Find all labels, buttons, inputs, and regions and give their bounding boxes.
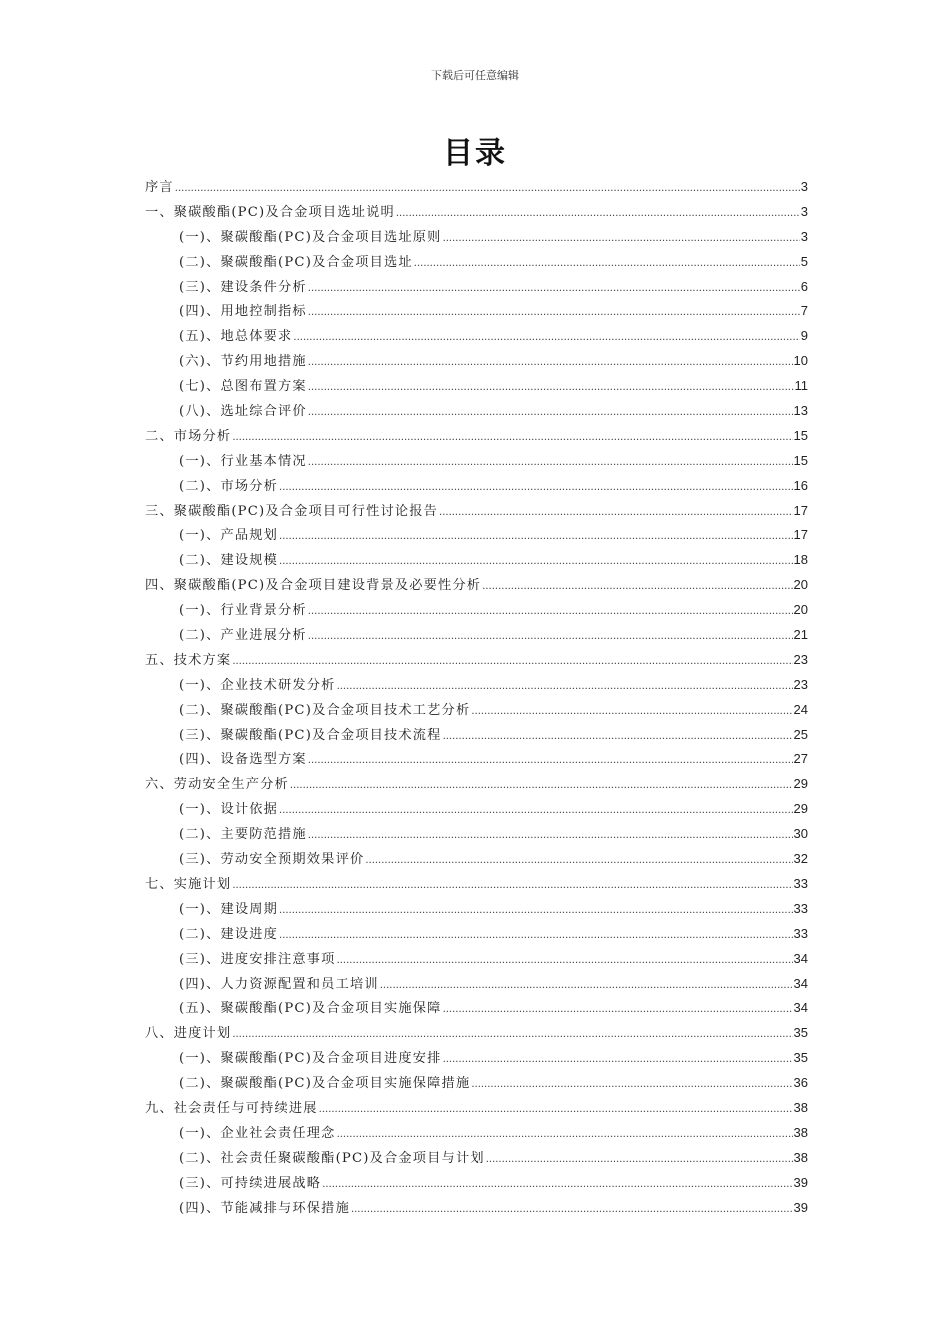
- dot-leader: [279, 898, 793, 922]
- toc-entry-label: (六)、节约用地措施: [179, 354, 307, 370]
- toc-subentry[interactable]: [145, 299, 808, 324]
- dot-leader: [175, 176, 800, 200]
- toc-page-number: 29: [793, 801, 808, 817]
- toc-entry-label: 二、市场分析: [145, 428, 232, 444]
- toc-entry-label: (一)、产品规划: [179, 528, 279, 544]
- toc-page-number: 21: [793, 627, 808, 643]
- toc-subentry[interactable]: [145, 897, 808, 922]
- toc-subentry[interactable]: [145, 399, 808, 424]
- toc-subentry[interactable]: [145, 797, 808, 822]
- toc-page-number: 33: [793, 900, 808, 916]
- toc-page-number: 33: [793, 925, 808, 941]
- toc-entry-label: (一)、建设周期: [179, 901, 279, 917]
- dot-leader: [380, 973, 793, 997]
- toc-entry-label: (二)、建设进度: [179, 926, 279, 942]
- toc-page-number: 23: [793, 676, 808, 692]
- dot-leader: [308, 748, 793, 772]
- toc-entry-label: (二)、社会责任聚碳酸酯(PC)及合金项目与计划: [179, 1150, 485, 1166]
- dot-leader: [443, 997, 793, 1021]
- dot-leader: [308, 450, 793, 474]
- toc-page-number: 38: [793, 1124, 808, 1140]
- page-title: 目录: [443, 136, 507, 171]
- toc-entry-label: (一)、企业社会责任理念: [179, 1125, 336, 1141]
- toc-page-number: 16: [793, 477, 808, 493]
- dot-leader: [308, 375, 794, 399]
- toc-subentry[interactable]: [145, 822, 808, 847]
- toc-page-number: 5: [800, 253, 808, 269]
- dot-leader: [232, 425, 792, 449]
- toc-page-number: 34: [793, 1000, 808, 1016]
- toc-subentry[interactable]: [145, 847, 808, 872]
- toc-page-number: 13: [793, 403, 808, 419]
- toc-entry-label: 四、聚碳酸酯(PC)及合金项目建设背景及必要性分析: [145, 578, 482, 594]
- toc-subentry[interactable]: [145, 324, 808, 349]
- dot-leader: [414, 251, 800, 275]
- toc-entry-label: 九、社会责任与可持续进展: [145, 1100, 318, 1116]
- toc-page-number: 3: [800, 179, 808, 194]
- toc-entry-label: (三)、进度安排注意事项: [179, 951, 336, 967]
- toc-entry-label: 五、技术方案: [145, 652, 232, 668]
- toc-subentry[interactable]: [145, 1071, 808, 1096]
- toc-entry-label: (四)、节能减排与环保措施: [179, 1200, 350, 1216]
- toc-entry[interactable]: [145, 648, 808, 673]
- toc-page-number: 20: [793, 602, 808, 618]
- toc-subentry[interactable]: [145, 1196, 808, 1221]
- toc-entry[interactable]: [145, 573, 808, 598]
- dot-leader: [443, 1047, 793, 1071]
- toc-entry-label: (四)、人力资源配置和员工培训: [179, 976, 379, 992]
- toc-entry-label: 序言: [145, 180, 174, 195]
- dot-leader: [471, 699, 792, 723]
- toc-subentry[interactable]: [145, 747, 808, 772]
- toc-entry-label: 八、进度计划: [145, 1026, 232, 1042]
- dot-leader: [232, 649, 792, 673]
- dot-leader: [337, 948, 793, 972]
- toc-subentry[interactable]: [145, 275, 808, 300]
- toc-page-number: 33: [793, 875, 808, 891]
- dot-leader: [351, 1197, 793, 1221]
- toc-entry[interactable]: [145, 1021, 808, 1046]
- dot-leader: [443, 226, 800, 250]
- dot-leader: [439, 500, 793, 524]
- toc-subentry[interactable]: [145, 548, 808, 573]
- dot-leader: [486, 1147, 793, 1171]
- dot-leader: [471, 1072, 792, 1096]
- toc-entry[interactable]: [145, 872, 808, 897]
- toc-entry-label: (三)、聚碳酸酯(PC)及合金项目技术流程: [179, 727, 442, 743]
- dot-leader: [279, 923, 793, 947]
- toc-page-number: 10: [793, 353, 808, 369]
- dot-leader: [365, 848, 792, 872]
- toc-entry-label: (二)、建设规模: [179, 553, 279, 569]
- toc-entry-label: (二)、主要防范措施: [179, 827, 307, 843]
- toc-entry[interactable]: [145, 424, 808, 449]
- toc-page-number: 25: [793, 726, 808, 742]
- dot-leader: [279, 524, 793, 548]
- dot-leader: [308, 300, 800, 324]
- toc-subentry[interactable]: [145, 673, 808, 698]
- dot-leader: [308, 276, 800, 300]
- table-of-contents: [145, 175, 808, 1220]
- toc-page-number: 30: [793, 826, 808, 842]
- dot-leader: [308, 599, 793, 623]
- toc-page-number: 35: [793, 1050, 808, 1066]
- toc-entry-label: (一)、聚碳酸酯(PC)及合金项目选址原则: [179, 229, 442, 245]
- toc-page-number: 17: [793, 502, 808, 518]
- dot-leader: [308, 350, 793, 374]
- toc-page-number: 18: [793, 552, 808, 568]
- toc-subentry[interactable]: [145, 225, 808, 250]
- toc-page-number: 38: [793, 1099, 808, 1115]
- dot-leader: [232, 1022, 792, 1046]
- dot-leader: [308, 823, 793, 847]
- toc-entry-label: (一)、行业背景分析: [179, 603, 307, 619]
- toc-page-number: 35: [793, 1025, 808, 1041]
- toc-entry[interactable]: [145, 200, 808, 225]
- toc-page-number: 23: [793, 651, 808, 667]
- toc-subentry[interactable]: [145, 723, 808, 748]
- toc-page-number: 17: [793, 527, 808, 543]
- toc-page-number: 20: [793, 577, 808, 593]
- dot-leader: [308, 400, 793, 424]
- toc-subentry[interactable]: [145, 1046, 808, 1071]
- toc-subentry[interactable]: [145, 598, 808, 623]
- dot-leader: [290, 773, 793, 797]
- toc-subentry[interactable]: [145, 972, 808, 997]
- toc-subentry[interactable]: [145, 374, 808, 399]
- toc-entry-label: (一)、聚碳酸酯(PC)及合金项目进度安排: [179, 1051, 442, 1067]
- toc-page-number: 29: [793, 776, 808, 792]
- toc-page-number: 39: [793, 1199, 808, 1215]
- toc-entry-label: (三)、可持续进展战略: [179, 1175, 322, 1191]
- toc-entry-label: (二)、聚碳酸酯(PC)及合金项目实施保障措施: [179, 1076, 471, 1092]
- dot-leader: [337, 674, 793, 698]
- toc-page-number: 3: [800, 203, 808, 219]
- dot-leader: [308, 624, 793, 648]
- toc-page-number: 11: [794, 378, 808, 394]
- toc-entry-label: (八)、选址综合评价: [179, 404, 307, 420]
- toc-page-number: 3: [800, 228, 808, 244]
- toc-entry-label: (四)、用地控制指标: [179, 304, 307, 320]
- dot-leader: [337, 1122, 793, 1146]
- toc-page-number: 34: [793, 950, 808, 966]
- toc-entry-label: 七、实施计划: [145, 876, 232, 892]
- toc-entry-label: (二)、市场分析: [179, 478, 279, 494]
- toc-entry[interactable]: [145, 175, 808, 200]
- toc-page-number: 15: [793, 452, 808, 468]
- dot-leader: [279, 475, 793, 499]
- header-note: 下载后可任意编辑: [431, 69, 519, 82]
- toc-page-number: 38: [793, 1149, 808, 1165]
- dot-leader: [293, 325, 799, 349]
- toc-subentry[interactable]: [145, 922, 808, 947]
- toc-entry-label: (四)、设备选型方案: [179, 752, 307, 768]
- toc-entry[interactable]: [145, 1096, 808, 1121]
- toc-entry-label: 六、劳动安全生产分析: [145, 777, 289, 793]
- toc-entry-label: (五)、地总体要求: [179, 329, 293, 345]
- toc-page-number: 15: [793, 427, 808, 443]
- dot-leader: [482, 574, 792, 598]
- toc-entry[interactable]: [145, 499, 808, 524]
- toc-entry-label: 三、聚碳酸酯(PC)及合金项目可行性讨论报告: [145, 503, 439, 519]
- dot-leader: [279, 549, 793, 573]
- toc-entry-label: (五)、聚碳酸酯(PC)及合金项目实施保障: [179, 1001, 442, 1017]
- toc-subentry[interactable]: [145, 1171, 808, 1196]
- toc-subentry[interactable]: [145, 996, 808, 1021]
- toc-entry-label: (七)、总图布置方案: [179, 379, 307, 395]
- toc-page-number: 7: [800, 303, 808, 319]
- dot-leader: [322, 1172, 792, 1196]
- dot-leader: [319, 1097, 793, 1121]
- toc-subentry[interactable]: [145, 449, 808, 474]
- toc-entry-label: (一)、企业技术研发分析: [179, 677, 336, 693]
- toc-entry-label: (一)、设计依据: [179, 802, 279, 818]
- dot-leader: [443, 724, 793, 748]
- toc-page-number: 36: [793, 1075, 808, 1091]
- toc-entry-label: (二)、聚碳酸酯(PC)及合金项目选址: [179, 254, 413, 270]
- toc-page-number: 27: [793, 751, 808, 767]
- toc-subentry[interactable]: [145, 698, 808, 723]
- dot-leader: [232, 873, 792, 897]
- toc-subentry[interactable]: [145, 250, 808, 275]
- toc-entry-label: (二)、产业进展分析: [179, 628, 307, 644]
- toc-entry[interactable]: [145, 772, 808, 797]
- toc-subentry[interactable]: [145, 474, 808, 499]
- toc-page-number: 9: [800, 328, 808, 344]
- toc-page-number: 39: [793, 1174, 808, 1190]
- toc-subentry[interactable]: [145, 1146, 808, 1171]
- toc-page-number: 24: [793, 701, 808, 717]
- toc-entry-label: (三)、建设条件分析: [179, 279, 307, 295]
- toc-page-number: 34: [793, 975, 808, 991]
- toc-subentry[interactable]: [145, 349, 808, 374]
- toc-entry-label: (三)、劳动安全预期效果评价: [179, 852, 365, 868]
- toc-page-number: 6: [800, 278, 808, 294]
- toc-subentry[interactable]: [145, 623, 808, 648]
- toc-subentry[interactable]: [145, 947, 808, 972]
- toc-page-number: 32: [793, 851, 808, 867]
- toc-subentry[interactable]: [145, 523, 808, 548]
- dot-leader: [396, 201, 800, 225]
- dot-leader: [279, 798, 793, 822]
- toc-entry-label: (二)、聚碳酸酯(PC)及合金项目技术工艺分析: [179, 702, 471, 718]
- toc-entry-label: 一、聚碳酸酯(PC)及合金项目选址说明: [145, 204, 395, 220]
- toc-subentry[interactable]: [145, 1121, 808, 1146]
- toc-entry-label: (一)、行业基本情况: [179, 453, 307, 469]
